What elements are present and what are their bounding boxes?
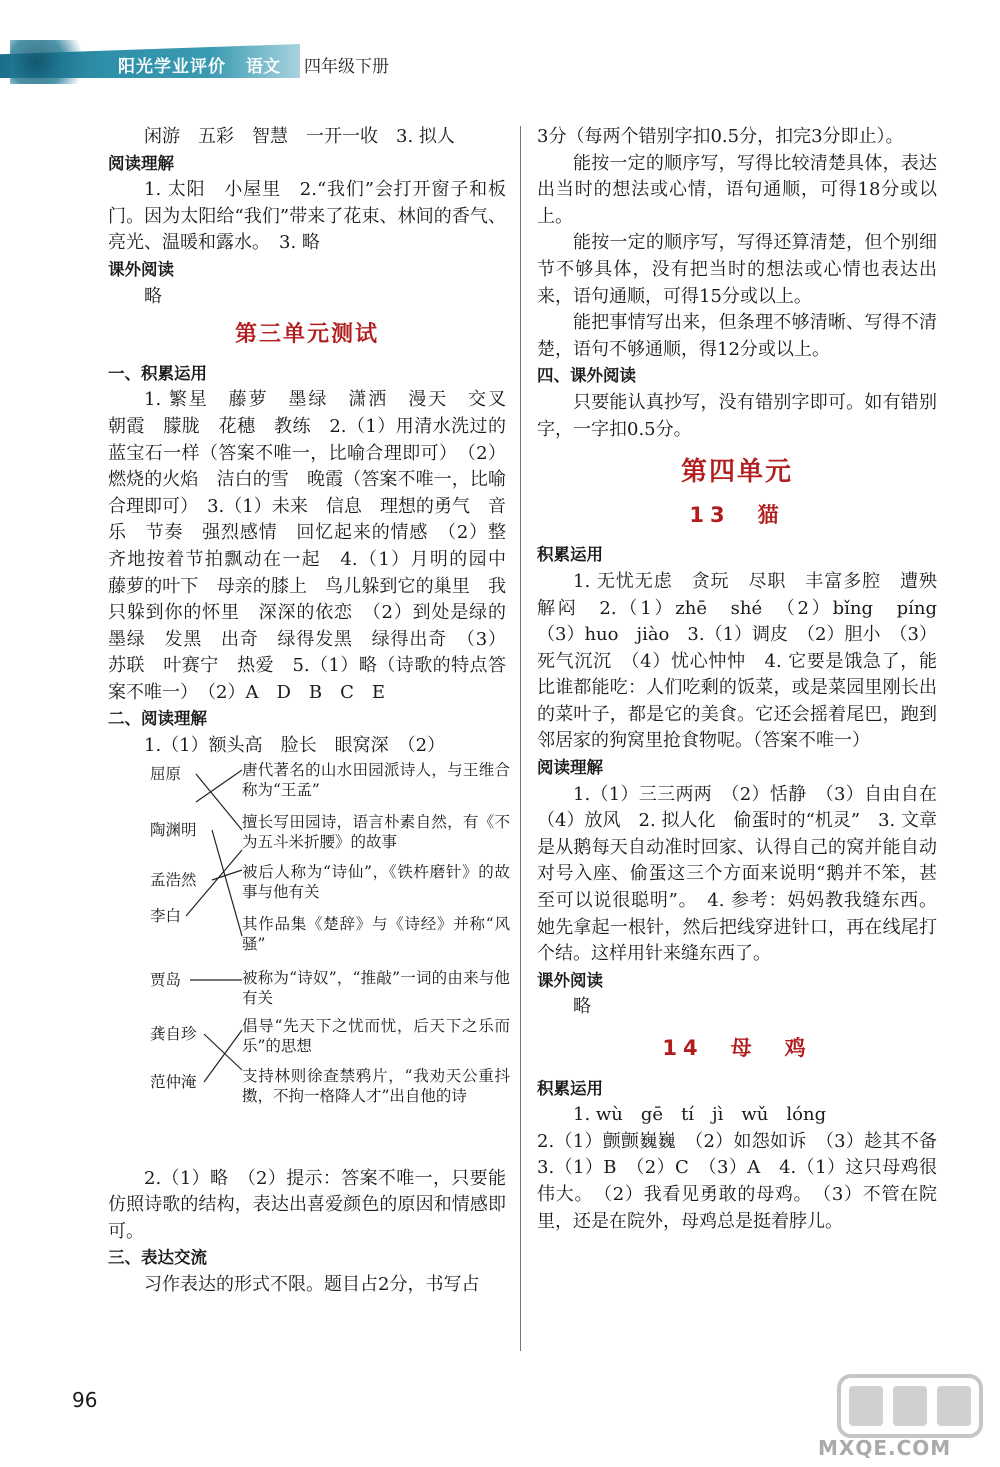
answer-paragraph: 能按一定的顺序写，写得比较清楚具体，表达出当时的想法或心情，语句通顺，可得18分或以上。 <box>537 152 937 227</box>
answer-paragraph: 闲游 五彩 智慧 一开一收 3. 拟人 <box>144 126 455 147</box>
answer-paragraph: 只要能认真抄写，没有错别字即可。如有错别字，一字扣0.5分。 <box>537 391 937 440</box>
poet-name: 屈原 <box>150 764 182 783</box>
poet-description: 支持林则徐查禁鸦片，“我劝天公重抖擞，不拘一格降人才”出自他的诗 <box>242 1066 510 1105</box>
section-heading: 积累运用 <box>537 545 603 565</box>
poet-description: 被后人称为“诗仙”，《铁杵磨针》的故事与他有关 <box>242 862 510 901</box>
section-heading: 阅读理解 <box>537 758 603 778</box>
answer-paragraph: 略 <box>144 285 162 307</box>
poet-description: 其作品集《楚辞》与《诗经》并称“风骚” <box>242 914 510 953</box>
header-series: 阳光学业评价 <box>118 57 226 77</box>
answer-paragraph: 2.（1）略 （2）提示：答案不唯一，只要能仿照诗歌的结构，表达出喜爱颜色的原因和情感即可。 <box>108 1167 506 1242</box>
section-heading: 四、课外阅读 <box>537 366 636 386</box>
answer-paragraph: 略 <box>573 996 591 1018</box>
section-heading: 阅读理解 <box>108 153 174 173</box>
poet-description: 倡导“先天下之忧而忧，后天下之乐而乐”的思想 <box>242 1016 510 1055</box>
lesson-title: 14 母 鸡 <box>662 1036 812 1060</box>
poet-name: 范仲淹 <box>150 1072 197 1091</box>
unit-title: 第四单元 <box>680 457 793 488</box>
section-heading: 课外阅读 <box>537 970 603 990</box>
answer-paragraph: 习作表达的形式不限。题目占2分，书写占 <box>144 1274 480 1296</box>
answer-paragraph: 1. 无忧无虑 贪玩 尽职 丰富多腔 遭殃 解闷 2.（1）zhē shé （2）bǐng píng （3）huo jiào 3.（1）调皮 （2）胆小 （3）死气沉沉 （4）忧心忡忡 4. 它要是饿急了，能比谁都能吃：人们吃剩的饭菜，或是菜园里刚长出的菜叶子，都是它的美食。它还会摇着尾巴，跑到邻居家的狗窝里抢食物呢。（答案不唯一） <box>537 570 955 752</box>
answer-paragraph: 1. 太阳 小屋里 2.“我们”会打开窗子和板门。因为太阳给“我们”带来了花束、林间的香气、亮光、温暖和露水。 3. 略 <box>108 179 506 254</box>
poet-name: 李白 <box>150 906 182 925</box>
header-grade: 四年级下册 <box>304 57 389 77</box>
poet-description: 擅长写田园诗，语言朴素自然，有《不为五斗米折腰》的故事 <box>242 812 510 851</box>
unit-title: 第三单元测试 <box>234 322 379 348</box>
section-heading: 课外阅读 <box>108 259 174 279</box>
column-divider <box>520 126 521 1351</box>
poet-name: 陶渊明 <box>150 820 197 839</box>
section-heading: 二、阅读理解 <box>108 709 207 729</box>
section-heading: 三、表达交流 <box>108 1248 207 1268</box>
poet-name: 孟浩然 <box>150 870 197 889</box>
answer-paragraph: 1.（1）额头高 脸长 眼窝深 （2） <box>144 735 446 757</box>
answer-paragraph: 2.（1）颤颤巍巍 （2）如怨如诉 （3）趁其不备 3.（1）B （2）C （3）A 4.（1）这只母鸡很伟大。 （2）我看见勇敢的母鸡。 （3）不管在院里，还是在院外，母鸡总是挺着脖儿。 <box>537 1130 955 1232</box>
header-subject: 语文 <box>246 57 280 77</box>
answer-paragraph: 1. wù gē tí jì wǔ lóng <box>573 1104 827 1126</box>
header-decoration <box>10 40 100 84</box>
answer-paragraph: 3分（每两个错别字扣0.5分，扣完3分即止）。 <box>537 126 904 147</box>
section-heading: 一、积累运用 <box>108 363 207 383</box>
poet-name: 贾岛 <box>150 970 182 989</box>
poet-description: 唐代著名的山水田园派诗人，与王维合称为“王孟” <box>242 760 510 799</box>
section-heading: 积累运用 <box>537 1078 603 1098</box>
watermark-text: MXQE.COM <box>818 1436 952 1460</box>
answer-paragraph: 能按一定的顺序写，写得还算清楚，但个别细节不够具体，没有把当时的想法或心情也表达出来，语句通顺，可得15分或以上。 <box>537 232 937 307</box>
page-header <box>0 38 460 86</box>
right-column <box>537 124 955 1235</box>
answer-paragraph: 能把事情写出来，但条理不够清晰、写得不清楚，语句不够通顺，得12分或以上。 <box>537 312 937 360</box>
answer-paragraph: 1. 繁星 藤萝 墨绿 潇洒 漫天 交叉 朝霞 朦胧 花穗 教练 2.（1）用清水洗过的蓝宝石一样（答案不唯一，比喻合理即可） （2）燃烧的火焰 洁白的雪 晚霞（答案不唯一，比喻合理即可） 3.（1）未来 信息 理想的勇气 音乐 节奏 强烈感情 回忆起来的情感 （2）整齐地按着节拍飘动在一起 4.（1）月明的园中 藤萝的叶下 母亲的膝上 鸟儿躲到它的巢里 我只躲到你的怀里 深深的依恋 （2）到处是绿的 墨绿 发黑 出奇 绿得发黑 绿得出奇 （3）苏联 叶赛宁 热爱 5.（1）略（诗歌的特点答案不唯一） （2）A D B C E <box>108 389 524 703</box>
page-number: 96 <box>72 1388 98 1412</box>
answer-paragraph: 1.（1）三三两两 （2）恬静 （3）自由自在 （4）放风 2. 拟人化 偷蛋时的“机灵” 3. 文章是从鹅每天自动准时回家、认得自己的窝并能自动对号入座、偷蛋这三个方面来说明“鹅并不笨，甚至可以说很聪明”。 4. 参考：妈妈教我缝东西。她先拿起一根针，然后把线穿进针口，再在线尾打个结。这样用针来缝东西了。 <box>537 783 955 965</box>
left-column <box>108 124 524 1299</box>
poet-matching-exercise <box>108 760 510 1166</box>
poet-description: 被称为“诗奴”，“推敲”一词的由来与他有关 <box>242 968 510 1007</box>
lesson-title: 13 猫 <box>689 502 785 527</box>
poet-name: 龚自珍 <box>150 1024 197 1043</box>
